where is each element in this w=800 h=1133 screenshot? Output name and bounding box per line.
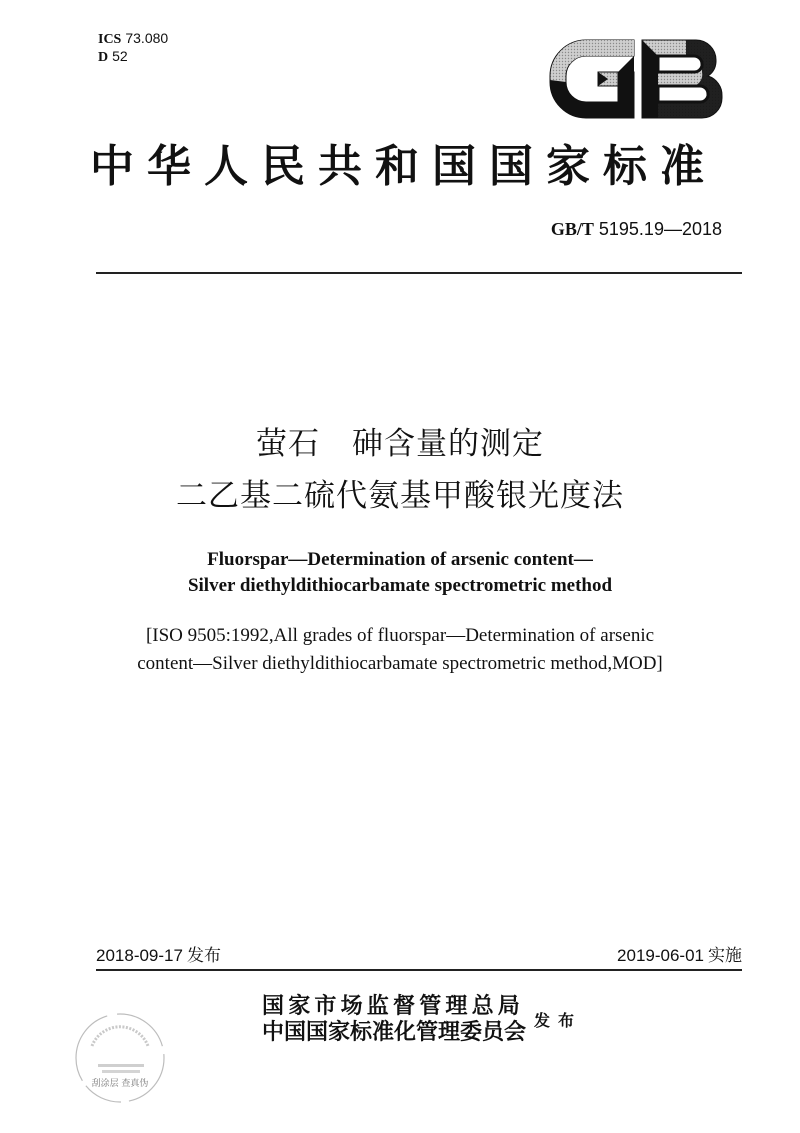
ics-code — [98, 30, 168, 48]
anti-counterfeit-seal-icon — [72, 1010, 168, 1106]
implementation-date — [617, 946, 742, 966]
ics-label: ICS — [98, 32, 122, 47]
issue-date-value: 2018-09-17 — [96, 946, 183, 965]
ccs-value: 52 — [112, 48, 128, 64]
issuing-authority-1: 国家市场监督管理总局 — [262, 994, 525, 1019]
english-title-line-1: Fluorspar—Determination of arsenic content— — [207, 549, 593, 570]
chinese-title-line-2: 二乙基二硫代氨基甲酸银光度法 — [176, 478, 624, 514]
issue-date-label: 发布 — [186, 946, 221, 966]
implementation-date-value: 2019-06-01 — [617, 946, 704, 965]
iso-reference-line-2: content—Silver diethyldithiocarbamate spectrometric method,MOD] — [137, 653, 663, 674]
issued-by-label: 发布 — [534, 1011, 583, 1030]
seal-text: 刮涂层 查真伪 — [91, 1079, 149, 1089]
ccs-label: D — [98, 50, 109, 65]
issue-date — [96, 946, 221, 966]
ccs-code — [98, 48, 168, 66]
iso-reference-line-1: [ISO 9505:1992,All grades of fluorspar—Determination of arsenic — [145, 625, 655, 646]
classification-codes — [98, 30, 168, 66]
issuing-authority-2: 中国国家标准化管理委员会 — [262, 1020, 527, 1045]
gb-logo-icon — [546, 36, 732, 122]
english-title-line-2: Silver diethyldithiocarbamate spectrometric method — [187, 575, 613, 596]
footer-divider — [96, 969, 742, 971]
standard-number-value: 5195.19—2018 — [598, 219, 722, 239]
ics-value: 73.080 — [125, 30, 169, 46]
national-standard-heading: 中华人民共和国国家标准 — [90, 141, 717, 192]
header-divider — [96, 272, 742, 274]
implementation-date-label: 实施 — [708, 946, 742, 966]
standard-prefix: GB/T — [550, 219, 594, 239]
standard-number — [551, 218, 722, 241]
chinese-title-line-1: 萤石 砷含量的测定 — [256, 426, 544, 462]
